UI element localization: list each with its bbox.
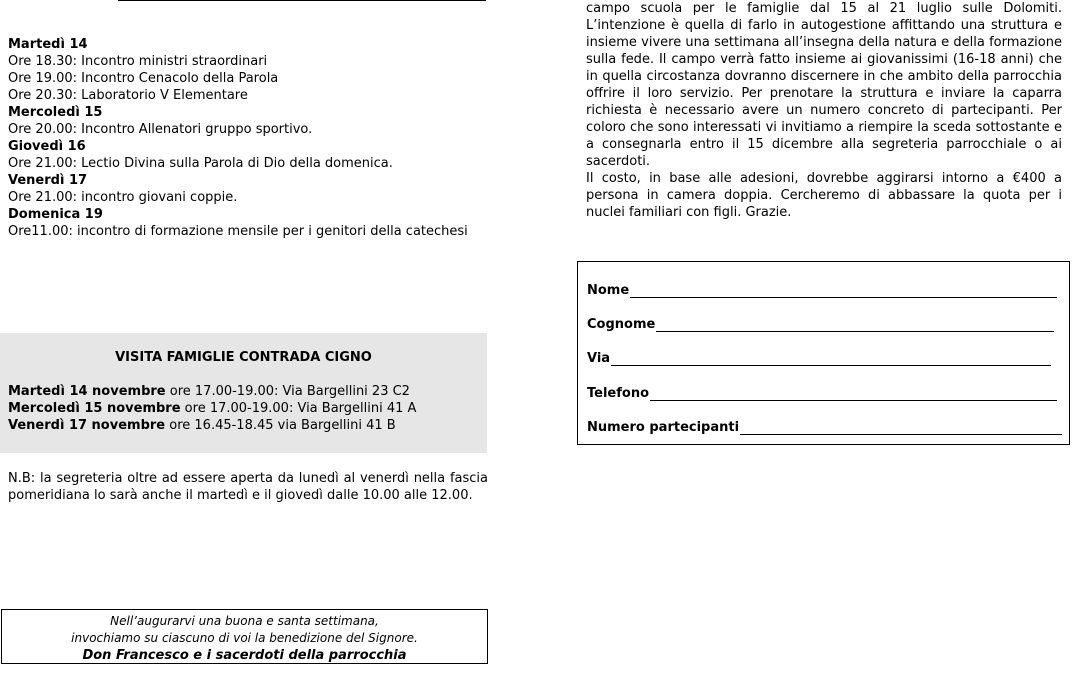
form-row-nome <box>587 283 1057 298</box>
camp-announcement <box>586 0 1062 221</box>
office-hours-note: N.B: la segreteria oltre ad essere aperta da lunedì al venerdì nella fascia pomeridiana lo sarà anche il martedì e il giovedì dalle 10.00 alle 12.00. <box>8 471 488 503</box>
schedule-item: Ore 20.00: Incontro Allenatori gruppo sportivo. <box>8 122 313 137</box>
schedule-day-wednesday <box>8 104 488 138</box>
visit-entry <box>8 417 487 434</box>
blessing-line: invochiamo su ciascuno di voi la benedizione del Signore. <box>71 631 418 645</box>
form-label-partecipanti: Numero partecipanti <box>587 420 740 435</box>
form-row-via <box>587 351 1051 366</box>
visit-date: Venerdì 17 novembre <box>8 418 166 433</box>
form-row-telefono <box>587 386 1057 401</box>
schedule-item: Ore 18.30: Incontro ministri straordinari <box>8 54 268 69</box>
partecipanti-field-line[interactable] <box>740 420 1062 435</box>
visit-detail: ore 16.45-18.45 via Bargellini 41 B <box>165 418 396 433</box>
schedule-day-tuesday <box>8 36 488 104</box>
visits-list <box>8 383 487 434</box>
visit-detail: ore 17.00-19.00: Via Bargellini 23 C2 <box>165 384 410 399</box>
form-row-partecipanti <box>587 420 1062 435</box>
visit-entry <box>8 400 487 417</box>
registration-form <box>577 261 1070 445</box>
cognome-field-line[interactable] <box>656 317 1054 332</box>
signature: Don Francesco e i sacerdoti della parrocchia <box>82 648 407 663</box>
blessing-box <box>1 609 488 664</box>
day-heading: Mercoledì 15 <box>8 105 103 120</box>
form-label-cognome: Cognome <box>587 317 656 332</box>
visit-date: Mercoledì 15 novembre <box>8 401 181 416</box>
form-label-nome: Nome <box>587 283 630 298</box>
via-field-line[interactable] <box>611 351 1051 366</box>
day-heading: Domenica 19 <box>8 207 103 222</box>
visits-title: VISITA FAMIGLIE CONTRADA CIGNO <box>115 350 372 365</box>
schedule-item: Ore11.00: incontro di formazione mensile per i genitori della catechesi <box>8 224 468 239</box>
visit-detail: ore 17.00-19.00: Via Bargellini 41 A <box>180 401 417 416</box>
blessing-line: Nell’augurarvi una buona e santa settimana, <box>110 614 379 628</box>
schedule-item: Ore 20.30: Laboratorio V Elementare <box>8 88 248 103</box>
top-divider <box>118 0 486 1</box>
schedule-day-thursday <box>8 138 488 172</box>
day-heading: Venerdì 17 <box>8 173 88 188</box>
day-heading: Giovedì 16 <box>8 139 86 154</box>
weekly-schedule <box>8 36 488 240</box>
schedule-item: Ore 19.00: Incontro Cenacolo della Parola <box>8 71 279 86</box>
schedule-item: Ore 21.00: Lectio Divina sulla Parola di Dio della domenica. <box>8 156 393 171</box>
camp-paragraph: campo scuola per le famiglie dal 15 al 21 luglio sulle Dolomiti. L’intenzione è quella di farlo in autogestione affittando una struttura e insieme vivere una settimana all’insegna della natura e della formazione sulla fede. Il campo verrà fatto insieme ai giovanissimi (16-18 anni) che in quella circostanza dovranno discernere in che ambito della parrocchia offrire il loro servizio. Per prenotare la struttura e inviare la caparra richiesta è necessario avere un numero concreto di partecipanti. Per coloro che sono interessati vi invitiamo a riempire la sceda sottostante e a consegnarla entro il 15 dicembre alla segreteria parrocchiale o ai sacerdoti. <box>586 1 1062 169</box>
visit-entry <box>8 383 487 400</box>
form-label-telefono: Telefono <box>587 386 650 401</box>
schedule-day-sunday <box>8 206 488 240</box>
schedule-day-friday <box>8 172 488 206</box>
nome-field-line[interactable] <box>630 283 1057 298</box>
form-label-via: Via <box>587 351 611 366</box>
day-heading: Martedì 14 <box>8 37 88 52</box>
schedule-item: Ore 21.00: incontro giovani coppie. <box>8 190 238 205</box>
visit-date: Martedì 14 novembre <box>8 384 166 399</box>
telefono-field-line[interactable] <box>650 386 1057 401</box>
camp-cost-paragraph: Il costo, in base alle adesioni, dovrebbe aggirarsi intorno a €400 a persona in camera doppia. Cercheremo di abbassare la quota per i nuclei familiari con figli. Grazie. <box>586 171 1062 220</box>
family-visits-box <box>0 333 487 453</box>
form-row-cognome <box>587 317 1054 332</box>
